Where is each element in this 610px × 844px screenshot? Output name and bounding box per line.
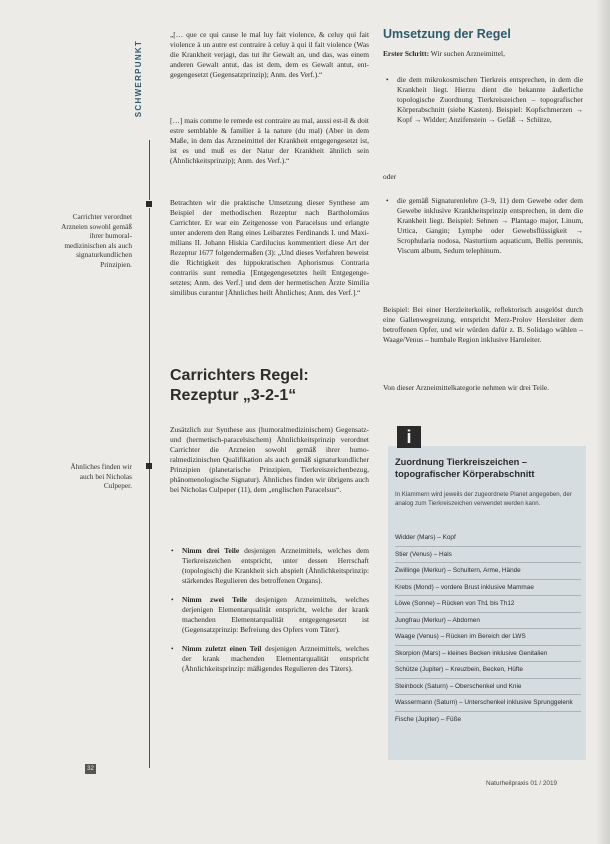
- or-text: oder: [383, 172, 397, 181]
- zodiac-row: Waage (Venus) – Rücken im Bereich der LWS: [395, 629, 581, 646]
- info-box-title: Zuordnung Tierkreiszeichen – topografischer Körperabschnitt: [395, 457, 535, 479]
- zodiac-row: Stier (Venus) – Hals: [395, 547, 581, 564]
- list-item-bold: Nimm zwei Teile: [182, 594, 248, 604]
- mid-quote-2: [170, 116, 369, 166]
- bullet-icon: •: [171, 546, 174, 555]
- bullet-icon: •: [386, 196, 389, 205]
- list-item: [170, 595, 369, 635]
- body-paragraph-2: Zusätzlich zur Synthese aus (humoralmedizinischem) Gegensatz- und (hermetisch-paracelsischem) Ähnlichkeitsprinzip verordnet Carrichter die Arzneien sowohl gemäß ihrer humoralmedizinischen Qualifikation als auch gemäß signaturkundlicher Prinzipien (planetarische Prinzipien, Tierkreiszeichenbezug, phänomenologische Signatur). Ähnliches finden wir übrigens auch bei Nicholas Culpeper (11), dem „englischen Paracelsus“.: [170, 425, 369, 494]
- list-item: [383, 75, 583, 125]
- margin-note-1: Carrichter verordnet Arzneien sowohl gemäß ihrer humoralmedizinischen als auch signaturkundlichen Prinzipien.: [61, 212, 132, 269]
- right-bullet-1: [383, 75, 583, 125]
- body-paragraph-1: Betrachten wir die praktische Umsetzung dieser Synthese am Beispiel der methodischen Rezeptur nach Bartholomäus Carrichter. Er war ein Zeitgenosse von Paracelsus und erlangte unter anderem den Rang eines Leibarztes Ferdinands I. und Maximilians II. Johann Hiskia Cardilucius kommentiert diese Art der Rezeptur 1677 folgendermaßen (3): „Und dieses Verfahren beweist die Richtigkeit des hippokratischen Aphorismus Contraria contrariis sunt remedia [Entgegengesetztes heilt Entgegengesetztes; Anm. des Verf.] und dem der hermetischen Ärzte Similia similibus curantur [Ähnliches heilt Ähnliches; Anm. des Verf.].“: [170, 198, 369, 297]
- step-paragraph: [383, 49, 583, 59]
- mid-paragraph-1: [170, 198, 369, 298]
- zodiac-row: Löwe (Sonne) – Rücken von Th1 bis Th12: [395, 596, 581, 613]
- bullet-icon: •: [171, 643, 174, 653]
- rule-top: [149, 140, 150, 200]
- info-icon: i: [397, 426, 421, 448]
- right-step: [383, 49, 583, 59]
- margin-marker-1: [146, 201, 152, 207]
- bullet-icon: •: [171, 594, 174, 604]
- rule-main: [149, 208, 150, 768]
- example-paragraph: Beispiel: Bei einer Herzleiterkolik, reflektorisch ausgelöst durch eine Gallenwegreizung, entspricht Merz-Prolov Hersleiter dem betroffenen Opfer, und wir würden dafür z. B. Solidago wählen – Waage/Venus – humbale Region inklusive Harnleiter.: [383, 305, 583, 344]
- page-edge-shadow: [596, 0, 610, 844]
- mid-paragraph-2: [170, 425, 369, 495]
- page-number: 32: [85, 764, 96, 774]
- list-item-text: die dem mikrokosmischen Tierkreis entsprechen, in dem die Krankheit liegt. Hierzu dient die bekannte äußerliche topologische Zuordnung Tierkreiszeichen – topografischer Körperabschnitt (siehe Kasten). Beispiel: Kopfschmerzen → Kopf → Widder; Anzifenstein → Gefäß → Schütze,: [397, 75, 583, 124]
- info-box-intro: In Klammern wird jeweils der zugeordnete Planet angegeben, der analog zum Tierkreiszeichen verwendet werden kann.: [395, 491, 572, 507]
- right-bullet-2: [383, 196, 583, 256]
- zodiac-list: [395, 530, 581, 727]
- right-paragraph-2: [383, 383, 583, 393]
- list-item: [170, 546, 369, 586]
- section-tag: [134, 28, 156, 138]
- rule-list: [170, 546, 369, 673]
- zodiac-row: Steinbock (Saturn) – Oberschenkel und Knie: [395, 679, 581, 696]
- zodiac-row: Jungfrau (Merkur) – Abdomen: [395, 613, 581, 630]
- list-item-text: desjenigen Arzneimittels, welches dem Tierkreiszeichen entspricht, unter dessen Herrschaft (topologisch) die Krankheit sich abspielt (Ähnlichkeitsprinzip: stärkendes Regulieren des betroffenen Organs).: [182, 546, 369, 585]
- quote-paragraph-1: „[… que ce qui cause le mal luy fait violence, & celuy qui fait violence à un autre est contraire à celuy à qui il fait violence (Was die Krankheit verjagt, das tut ihr Gewalt an, und das, was einem anderen Gewalt antut, das ist dem, dem es Gewalt antut, entgegengesetzt (Gegensatzprinzip); Anm. des Verf.).“: [170, 30, 369, 79]
- section-heading: Carrichters Regel: Rezeptur „3-2-1“: [170, 367, 309, 404]
- summary-paragraph: Von dieser Arzneimittelkategorie nehmen wir drei Teile.: [383, 383, 550, 392]
- zodiac-row: Schütze (Jupiter) – Kreuzbein, Becken, Hüfte: [395, 662, 581, 679]
- zodiac-row: Zwillinge (Merkur) – Schultern, Arme, Hände: [395, 563, 581, 580]
- step-label: Erster Schritt:: [383, 49, 430, 58]
- list-item: [170, 644, 369, 674]
- zodiac-row: Wassermann (Saturn) – Unterschenkel inklusive Sprunggelenk: [395, 695, 581, 712]
- mid-quote-1: [170, 30, 369, 80]
- list-item-text: die gemäß Signaturenlehre (3–9, 11) dem Gewebe oder dem Gewebe inklusive Krankheitsprinzip entsprechen, in dem die Krankheit liegt. Beispiel: Sehnen → Plantago major, Linum, Urtica, Gangin; Lymphe oder Gewebsflüssigkeit → Scrophularia nodosa, Nasturtium aquaticum, Bellis perennis, Viscum album, Sedum telephinum.: [397, 196, 583, 255]
- list-item-bold: Nimm drei Teile: [182, 546, 240, 555]
- zodiac-row: Skorpion (Mars) – kleines Becken inklusive Genitalien: [395, 646, 581, 663]
- list-item-text: desjenigen Arzneimittels, welches der krank machenden Elementarqualität entspricht (Ähnlichkeitsprinzip: mäßigendes Regulieren des Täters).: [182, 643, 369, 673]
- footer-journal: Naturheilpraxis 01 / 2019: [486, 780, 558, 787]
- list-item: [383, 196, 583, 256]
- zodiac-row: Fische (Jupiter) – Füße: [395, 715, 462, 723]
- right-or: [383, 172, 583, 182]
- section-tag-label: SCHWERPUNKT: [134, 39, 144, 118]
- list-item-text: desjenigen Arzneimittels, welches derjenigen Elementarqualität entspricht, welche der krank machenden Elementarqualität entgegengesetzt ist (Gegensatzprinzip: Befreiung des Opfers vom Täter).: [182, 594, 369, 634]
- right-heading: Umsetzung der Regel: [383, 27, 511, 41]
- list-item-bold: Nimm zuletzt einen Teil: [182, 643, 262, 653]
- quote-paragraph-2: […] mais comme le remede est contraire au mal, aussi est-il & doit estre semblable & familier à la nature (du mal) (Aber in dem Maße, in dem das Arzneimittel der Krankheit entgegengesetzt ist, ist es und muß es der Natur der Krankheit ähnlich sein (Ähnlichkeitsprinzip); Anm. des Verf.).“: [170, 116, 369, 165]
- bullet-icon: •: [386, 75, 389, 84]
- step-text: Wir suchen Arzneimittel,: [429, 49, 505, 58]
- zodiac-row: Widder (Mars) – Kopf: [395, 530, 581, 547]
- right-paragraph-1: [383, 305, 583, 345]
- zodiac-row: Krebs (Mond) – vordere Brust inklusive Mammae: [395, 580, 581, 597]
- margin-marker-2: [146, 463, 152, 469]
- margin-note-2: Ähnliches finden wir auch bei Nicholas Culpeper.: [70, 462, 132, 491]
